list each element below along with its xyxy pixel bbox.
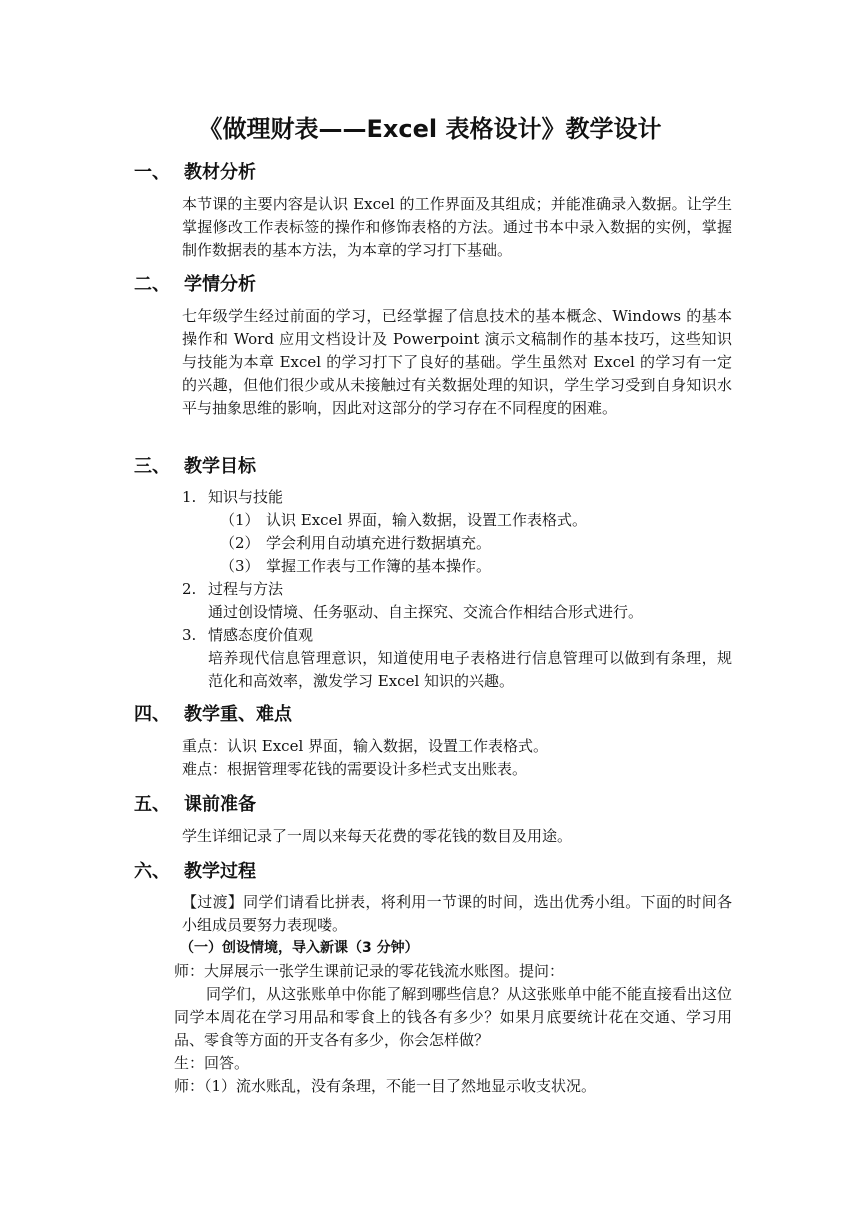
objective-item-2-text: 通过创设情境、任务驱动、自主探究、交流合作相结合形式进行。: [208, 603, 644, 621]
section-title: 教学目标: [184, 456, 256, 477]
section-title: 教学重、难点: [184, 704, 292, 725]
document-title: 《做理财表——Excel 表格设计》教学设计: [198, 115, 662, 143]
student-line: 生：回答。: [174, 1054, 250, 1072]
section-heading-5: [134, 792, 256, 818]
objective-subitem-1: （1） 认识 Excel 界面，输入数据，设置工作表格式。: [220, 511, 588, 529]
section-heading-1: [134, 160, 256, 186]
item-number: 3.: [182, 626, 197, 644]
section-number: 六、: [134, 861, 170, 882]
teacher-question: 同学们，从这张账单中你能了解到哪些信息？从这张账单中能不能直接看出这位同学本周花在学习用品和零食上的钱各有多少？如果月底要统计花在交通、学习用品、零食等方面的开支各有多少，你会怎样做？: [174, 985, 732, 1049]
section-title: 学情分析: [184, 274, 256, 295]
section-number: 二、: [134, 274, 170, 295]
difficult-point-line: 难点：根据管理零花钱的需要设计多栏式支出账表。: [182, 760, 528, 778]
section-heading-3: [134, 454, 256, 480]
section-number: 五、: [134, 794, 170, 815]
section-body-2: 七年级学生经过前面的学习，已经掌握了信息技术的基本概念、Windows 的基本操作和 Word 应用文档设计及 Powerpoint 演示文稿制作的基本技巧，这些知识与技能为本章 Excel 的学习打下了良好的基础。学生虽然对 Excel 的学习有一定的兴趣，但他们很少或从未接触过有关数据处理的知识，学生学习受到自身知识水平与抽象思维的影响，因此对这部分的学习存在不同程度的困难。: [182, 307, 732, 417]
teacher-line-1: 师：大屏展示一张学生课前记录的零花钱流水账图。提问：: [174, 962, 565, 980]
section-number: 三、: [134, 456, 170, 477]
item-number: 2.: [182, 580, 197, 598]
section-heading-2: [134, 272, 256, 298]
section-body-5: 学生详细记录了一周以来每天花费的零花钱的数目及用途。: [182, 827, 573, 845]
objective-subitem-2: （2） 学会利用自动填充进行数据填充。: [220, 534, 492, 552]
objective-item-1: [182, 486, 283, 509]
section-title: 课前准备: [184, 794, 256, 815]
objective-subitem-3: （3） 掌握工作表与工作簿的基本操作。: [220, 557, 492, 575]
teacher-line-2: 师：（1）流水账乱，没有条理，不能一目了然地显示收支状况。: [174, 1077, 597, 1095]
section-title: 教学过程: [184, 861, 256, 882]
item-number: 1.: [182, 488, 197, 506]
section-title: 教材分析: [184, 162, 256, 183]
objective-item-3: [182, 624, 313, 647]
section-heading-6: [134, 859, 256, 885]
objective-item-3-text: 培养现代信息管理意识，知道使用电子表格进行信息管理可以做到有条理，规范化和高效率，激发学习 Excel 知识的兴趣。: [208, 649, 732, 690]
item-label: 知识与技能: [208, 488, 284, 506]
step-heading: （一）创设情境，导入新课（3 分钟）: [180, 940, 419, 956]
item-label: 过程与方法: [208, 580, 284, 598]
section-number: 四、: [134, 704, 170, 725]
section-heading-4: [134, 702, 292, 728]
transition-text: 【过渡】同学们请看比拼表，将利用一节课的时间，选出优秀小组。下面的时间各小组成员要努力表现喽。: [182, 893, 732, 934]
key-point-line: 重点：认识 Excel 界面，输入数据，设置工作表格式。: [182, 737, 549, 755]
section-body-1: 本节课的主要内容是认识 Excel 的工作界面及其组成；并能准确录入数据。让学生掌握修改工作表标签的操作和修饰表格的方法。通过书本中录入数据的实例，掌握制作数据表的基本方法，为本章的学习打下基础。: [182, 195, 732, 259]
section-number: 一、: [134, 162, 170, 183]
item-label: 情感态度价值观: [208, 626, 314, 644]
objective-item-2: [182, 578, 283, 601]
